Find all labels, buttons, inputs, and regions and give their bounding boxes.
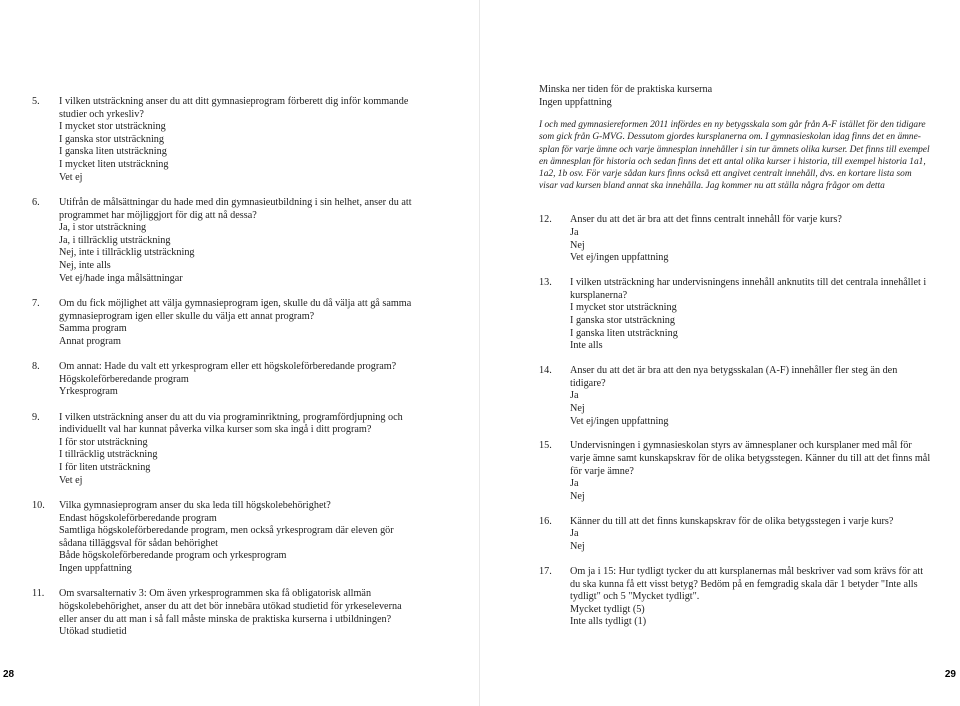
answer-option: Både högskoleförberedande program och yrkesprogram: [59, 550, 287, 562]
answer-option: Nej, inte i tillräcklig utsträckning: [59, 247, 195, 259]
answer-option: I ganska stor utsträckning: [59, 133, 164, 145]
answer-option: Ingen uppfattning: [539, 96, 612, 108]
question-5: [32, 96, 422, 184]
question-17: [539, 566, 931, 629]
answer-option: Ja: [570, 478, 579, 490]
question-text: Om annat: Hade du valt ett yrkesprogram eller ett högskoleförberedande program?: [59, 361, 397, 373]
question-text: Utifrån de målsättningar du hade med din gymnasieutbildning i sin helhet, anser du att programmet har möjliggjort för dig att nå dessa?: [59, 196, 412, 221]
answer-option: Samtliga högskoleförberedande program, men också yrkesprogram där eleven gör sådana tilläggsval för sådan behörighet: [59, 525, 394, 549]
answer-option: Vet ej/hade inga målsättningar: [59, 272, 183, 284]
question-text: Anser du att det är bra att den nya betygsskalan (A-F) innehåller fler steg än den tidigare?: [570, 365, 898, 389]
answer-option: Vet ej: [59, 474, 83, 486]
answer-option: Ja, i tillräcklig utsträckning: [59, 234, 171, 246]
answer-option: Mycket tydligt (5): [570, 603, 645, 615]
answer-option: Nej: [570, 239, 585, 251]
question-number: 6.: [32, 196, 40, 208]
question-number: 12.: [539, 214, 552, 226]
answer-option: Minska ner tiden för de praktiska kurserna: [539, 84, 713, 95]
answer-option: I ganska liten utsträckning: [570, 327, 678, 339]
answer-option: I för liten utsträckning: [59, 462, 151, 474]
question-number: 9.: [32, 411, 40, 423]
answer-option: Nej: [570, 490, 585, 502]
left-question-column: [32, 96, 422, 652]
question-11: [32, 588, 422, 638]
answer-option: Yrkesprogram: [59, 386, 118, 398]
answer-option: Nej: [570, 541, 585, 553]
question-8: [32, 361, 422, 399]
question-15: [539, 440, 931, 503]
question-text: I vilken utsträckning anser du att ditt gymnasieprogram förberett dig inför kommande studier och yrkesliv?: [59, 96, 409, 120]
answer-option: Nej: [570, 402, 585, 414]
question-text: Undervisningen i gymnasieskolan styrs av ämnesplaner och kursplaner med mål för varje ämne samt kunskapskrav för de olika betygsstegen. Känner du till att det finns mål för varje ämne?: [570, 440, 931, 477]
page-number: 28: [3, 669, 15, 680]
answer-option: Ja: [570, 227, 579, 238]
answer-option: Högskoleförberedande program: [59, 373, 189, 385]
answer-option: I tillräcklig utsträckning: [59, 449, 158, 461]
question-11-continued-options: [539, 84, 931, 109]
question-text: Känner du till att det finns kunskapskrav för de olika betygsstegen i varje kurs?: [570, 515, 894, 527]
answer-option: Vet ej: [59, 171, 83, 183]
question-16: [539, 516, 931, 554]
question-text: I vilken utsträckning anser du att du via programinriktning, programfördjupning och individuellt val har kunnat påverka vilka kurser som ska ingå i ditt program?: [59, 411, 403, 436]
question-text: Om svarsalternativ 3: Om även yrkesprogrammen ska få obligatorisk allmän högskolebehörighet, anser du att det bör innebära utökad studietid för yrkeseleverna eller anser du att man i så fall måste minska de praktiska kurserna i utbildningen?: [59, 588, 402, 625]
answer-option: I mycket stor utsträckning: [59, 121, 166, 133]
answer-option: I för stor utsträckning: [59, 436, 148, 448]
answer-option: Samma program: [59, 323, 127, 335]
question-text: I vilken utsträckning har undervisningens innehåll anknutits till det centrala innehållet i kursplanerna?: [570, 277, 927, 301]
question-number: 8.: [32, 361, 40, 373]
question-number: 16.: [539, 515, 552, 527]
answer-option: Inte alls tydligt (1): [570, 616, 647, 628]
left-page: [0, 0, 479, 706]
answer-option: I mycket stor utsträckning: [570, 302, 677, 314]
question-number: 17.: [539, 566, 552, 578]
question-text: Anser du att det är bra att det finns centralt innehåll för varje kurs?: [570, 214, 842, 226]
question-number: 15.: [539, 440, 552, 452]
question-9: [32, 412, 422, 488]
question-text: Om ja i 15: Hur tydligt tycker du att kursplanernas mål beskriver vad som krävs för att du ska kunna få ett visst betyg? Bedöm på en femgradig skala där 1 betyder "Inte alls tydligt" och 5 "Mycket tydligt".: [570, 566, 924, 603]
question-text: Om du fick möjlighet att välja gymnasieprogram igen, skulle du då välja att gå samma gymnasieprogram igen eller skulle du välja ett annat program?: [59, 297, 412, 322]
answer-option: Ingen uppfattning: [59, 562, 132, 574]
question-number: 13.: [539, 277, 552, 289]
answer-option: I ganska stor utsträckning: [570, 314, 675, 326]
question-number: 5.: [32, 96, 40, 107]
answer-option: Ja, i stor utsträckning: [59, 222, 147, 234]
intro-paragraph: I och med gymnasiereformen 2011 infördes en ny betygsskala som går från A-F istället för den tidigare som gick från G-MVG. Dessutom gjordes kursplanerna om. I gymnasieskolan idag finns det en ämnesplan för varje ämne och varje ämnesplan innehåller i sin tur ämnets olika kurser. Det finns till exempel en ämnesplan för historia och sedan finns det ett antal olika kurser i historia, till exempel historia 1a1, 1a2, 1b osv. För varje sådan kurs finns också ett angivet centralt innehåll, dvs. en kortare lista som visar vad kursen bland annat ska innehålla. Jag kommer nu att ställa några frågor om detta: [539, 120, 930, 192]
right-question-column: [539, 84, 931, 641]
answer-option: Annat program: [59, 335, 121, 347]
answer-option: Vet ej/ingen uppfattning: [570, 415, 669, 427]
section-intro: [539, 119, 931, 192]
answer-option: I mycket liten utsträckning: [59, 158, 169, 170]
question-text: Vilka gymnasieprogram anser du ska leda till högskolebehörighet?: [59, 500, 331, 512]
question-14: [539, 365, 931, 428]
question-12: [539, 214, 931, 264]
question-number: 14.: [539, 365, 552, 377]
right-page: [480, 0, 960, 706]
answer-option: Inte alls: [570, 340, 603, 352]
question-number: 11.: [32, 588, 45, 600]
answer-option: Ja: [570, 528, 579, 540]
question-6: [32, 197, 422, 285]
question-10: [32, 500, 422, 576]
answer-option: Vet ej/ingen uppfattning: [570, 252, 669, 264]
answer-option: Ja: [570, 390, 579, 402]
question-number: 10.: [32, 500, 45, 512]
answer-option: Utökad studietid: [59, 626, 127, 638]
question-7: [32, 298, 422, 348]
answer-option: Endast högskoleförberedande program: [59, 512, 217, 524]
question-13: [539, 277, 931, 353]
answer-option: Nej, inte alls: [59, 259, 111, 271]
answer-option: I ganska liten utsträckning: [59, 146, 167, 158]
question-number: 7.: [32, 297, 40, 309]
page-number: 29: [944, 669, 956, 680]
